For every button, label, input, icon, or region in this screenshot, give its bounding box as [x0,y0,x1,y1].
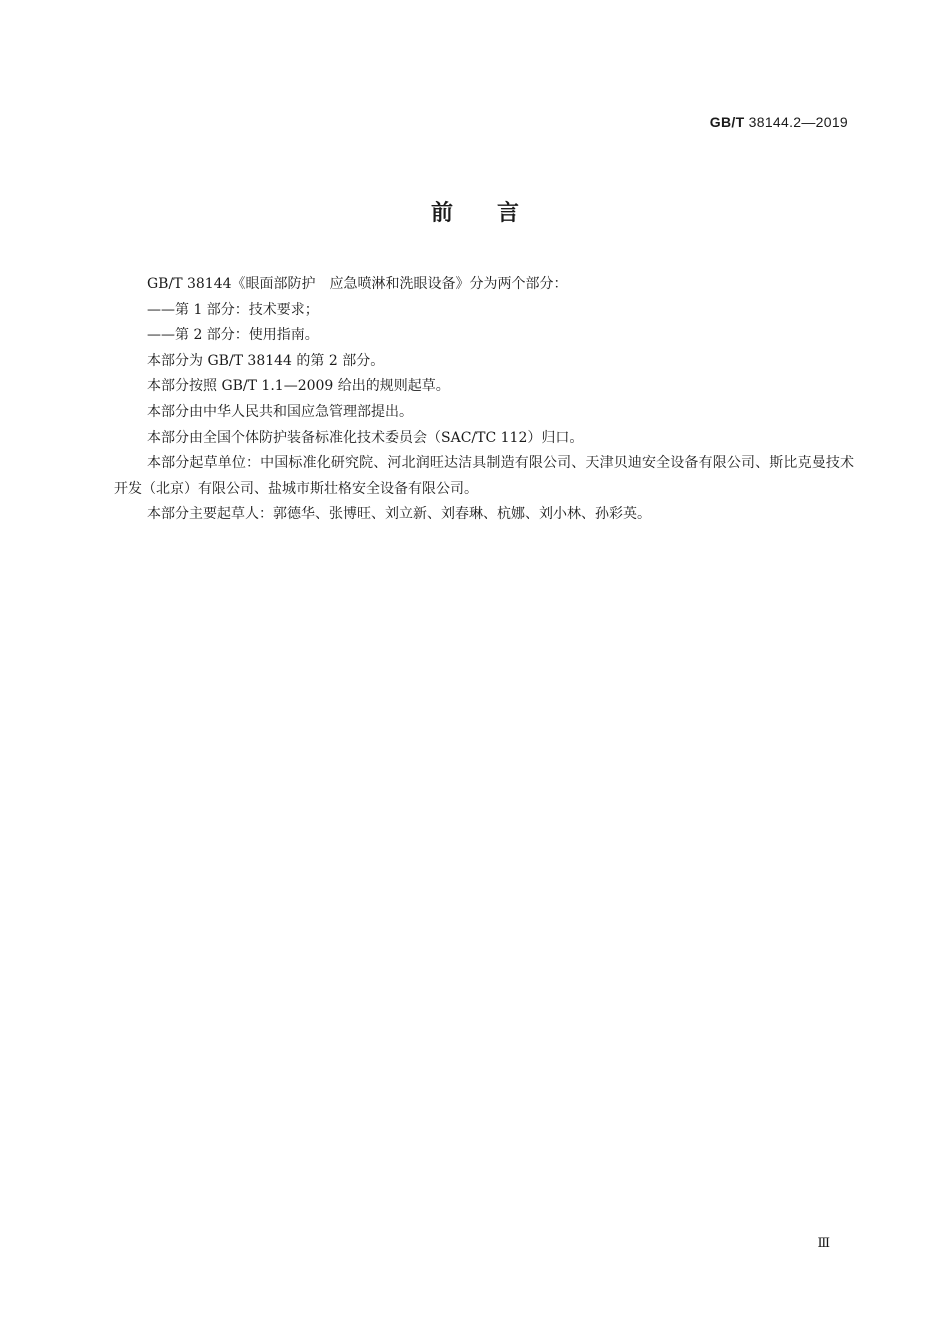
paragraph-administered-by: 本部分由全国个体防护装备标准化技术委员会（SAC/TC 112）归口。 [147,429,584,446]
paragraph-this-part: 本部分为 GB/T 38144 的第 2 部分。 [147,352,385,369]
paragraph-parts-intro: GB/T 38144《眼面部防护 应急喷淋和洗眼设备》分为两个部分： [147,276,568,292]
standard-code [710,114,848,130]
foreword-body [114,272,854,528]
paragraph-drafting-rules: 本部分按照 GB/T 1.1—2009 给出的规则起草。 [147,378,450,395]
standard-number: 38144.2—2019 [748,114,848,130]
paragraph-part-2: ——第 2 部分：使用指南。 [147,327,319,344]
paragraph-drafters: 本部分主要起草人：郭德华、张博旺、刘立新、刘春琳、杭娜、刘小林、孙彩英。 [147,506,651,523]
standard-prefix: GB/T [709,114,745,130]
page-number: Ⅲ [817,1236,830,1251]
paragraph-proposed-by: 本部分由中华人民共和国应急管理部提出。 [147,403,413,420]
paragraph-part-1: ——第 1 部分：技术要求； [147,301,319,318]
paragraph-drafting-units: 本部分起草单位：中国标准化研究院、河北润旺达洁具制造有限公司、天津贝迪安全设备有限公司、斯比克曼技术开发（北京）有限公司、盐城市斯壮格安全设备有限公司。 [114,455,854,497]
page-title: 前 言 [430,201,519,226]
